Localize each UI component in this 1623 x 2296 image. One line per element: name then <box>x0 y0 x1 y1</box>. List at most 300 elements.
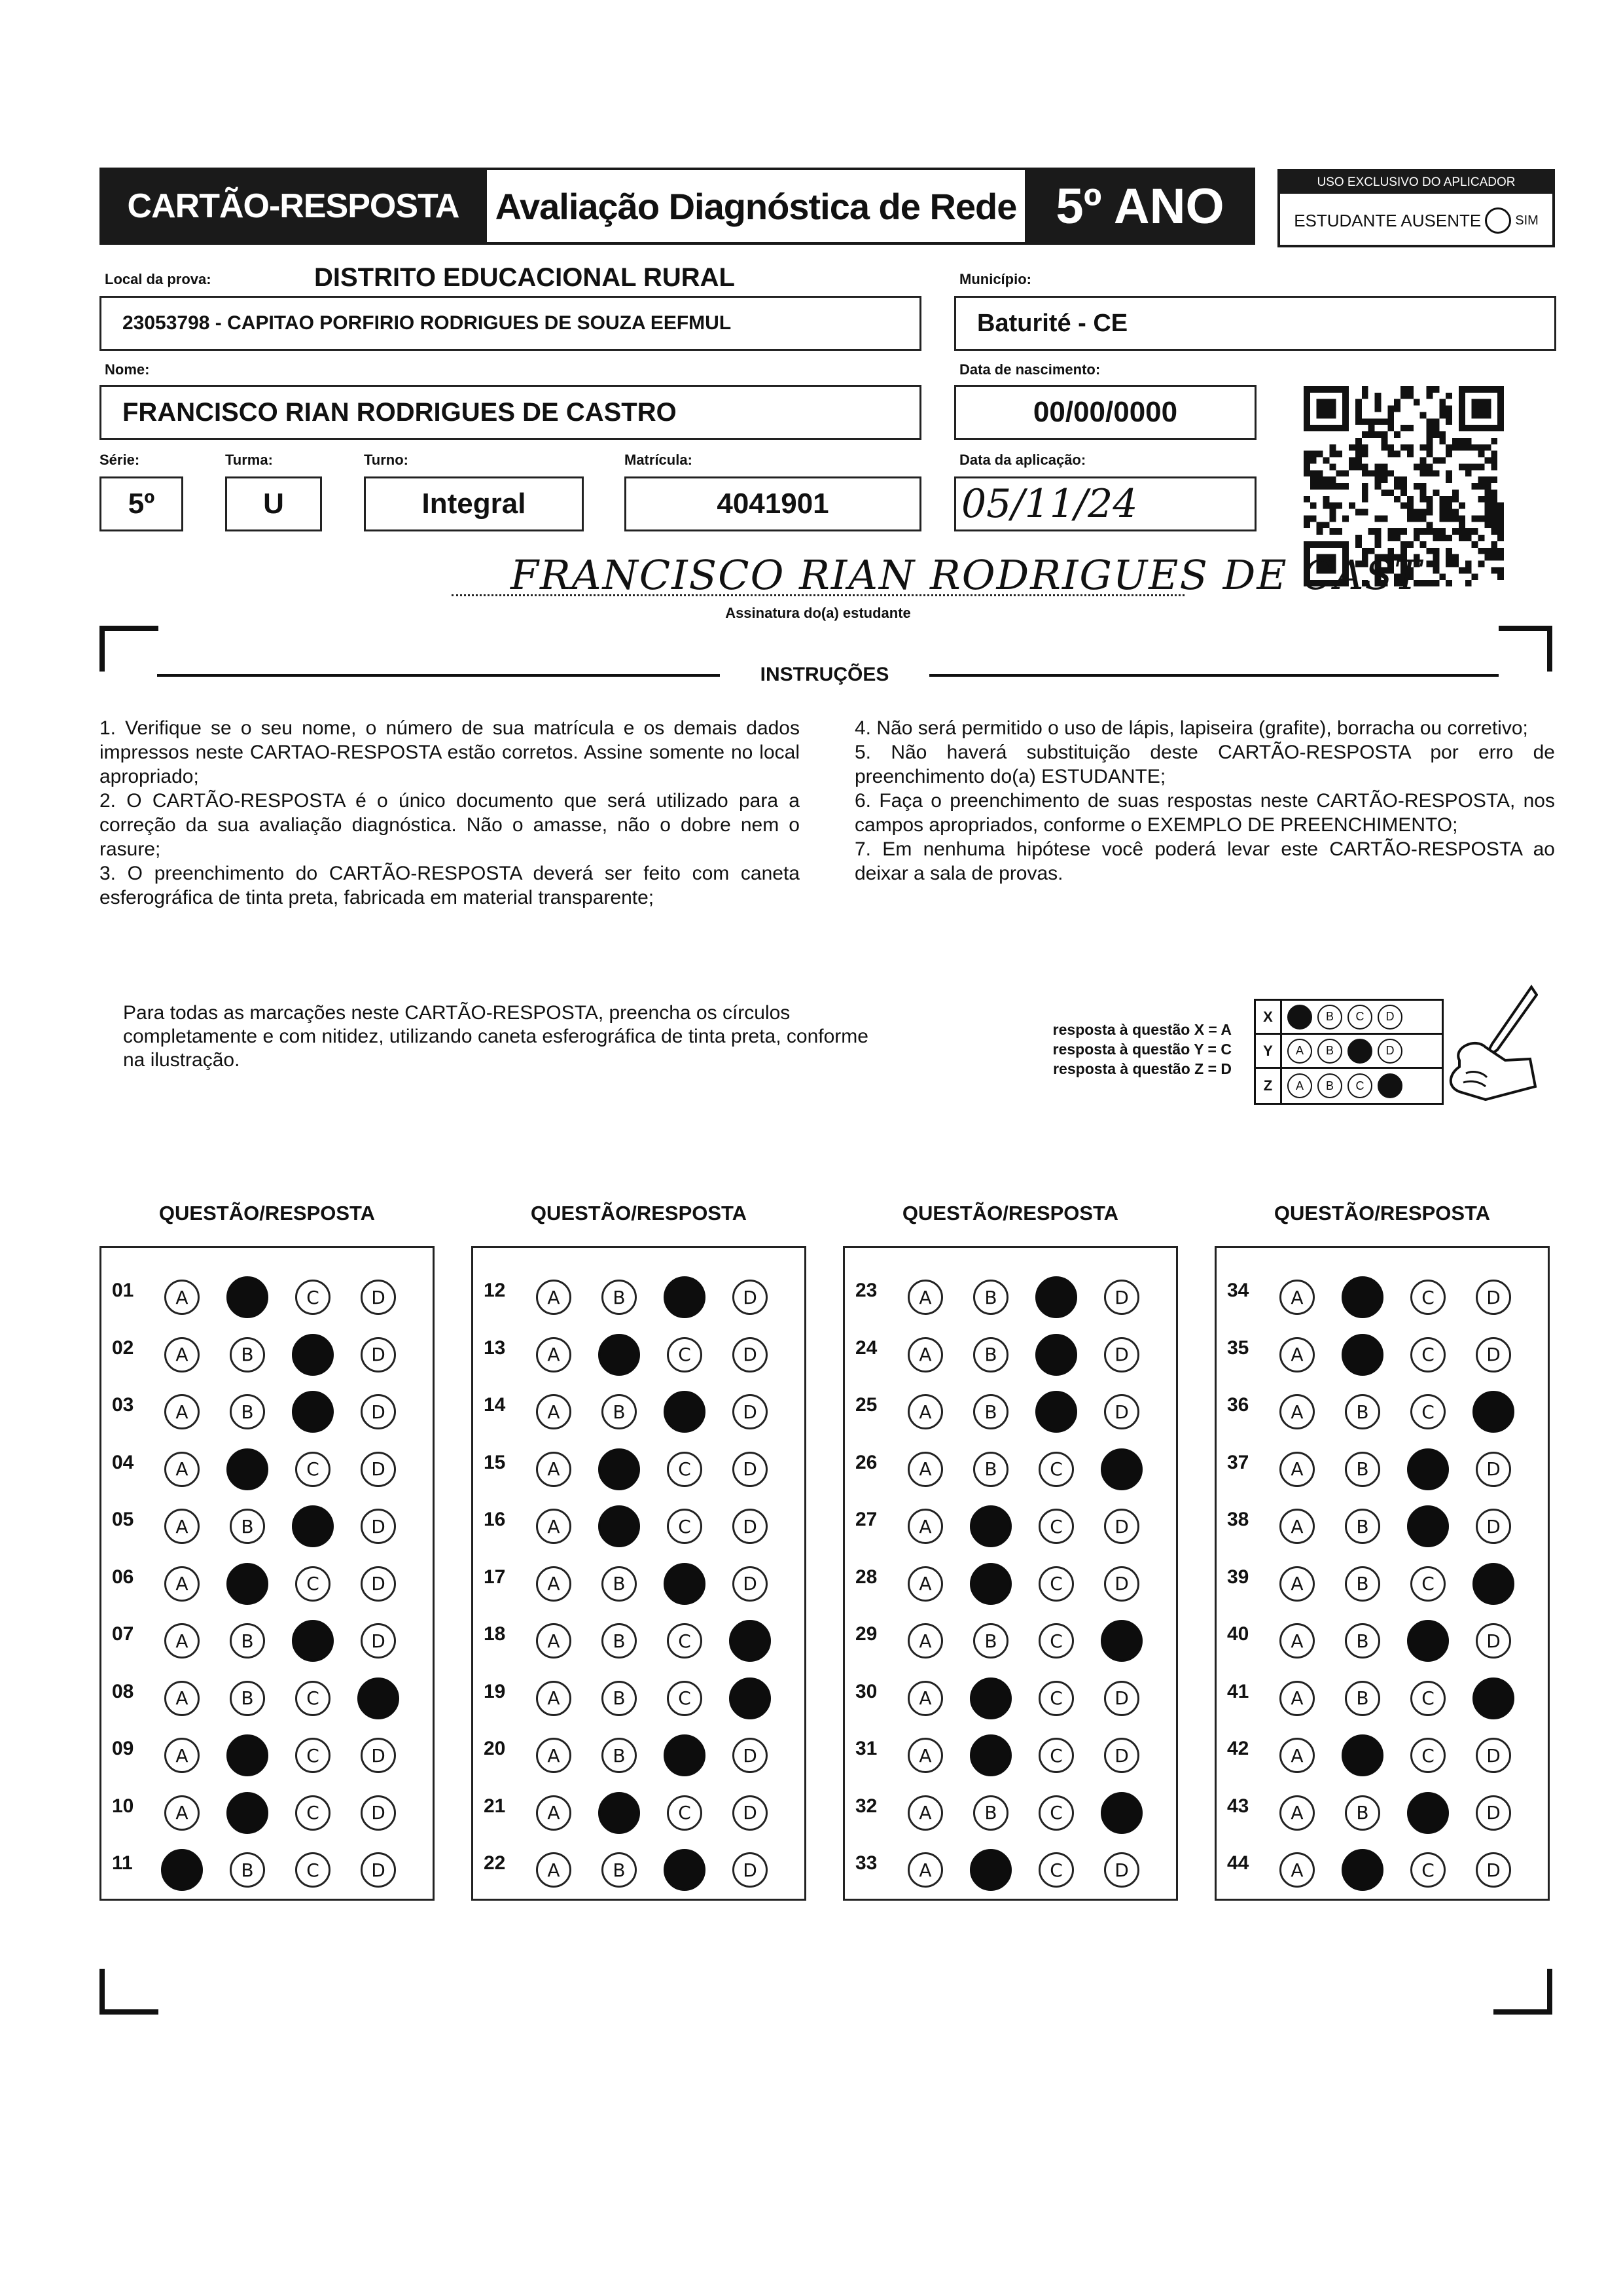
nome-field: FRANCISCO RIAN RODRIGUES DE CASTRO <box>99 385 921 440</box>
answer-bubble-c[interactable]: C <box>295 1852 330 1888</box>
answer-bubble-c[interactable]: C <box>667 1681 702 1716</box>
answer-row <box>473 1496 804 1548</box>
answer-bubble-d[interactable] <box>1101 1620 1143 1662</box>
answer-bubble-d[interactable]: D <box>1104 1337 1139 1372</box>
nome-label: Nome: <box>105 361 150 378</box>
question-number: 26 <box>855 1451 878 1473</box>
answer-row <box>101 1668 433 1720</box>
answer-row <box>101 1266 433 1319</box>
answer-bubble-c[interactable] <box>292 1505 334 1547</box>
answer-bubble-b[interactable]: B <box>973 1337 1008 1372</box>
answer-bubble-d[interactable]: D <box>1476 1280 1511 1315</box>
answer-row <box>1217 1324 1548 1376</box>
aplicacao-label: Data da aplicação: <box>959 452 1086 468</box>
question-number: 27 <box>855 1509 878 1530</box>
answer-bubble-b[interactable]: B <box>230 1681 265 1716</box>
answer-row <box>845 1553 1176 1605</box>
matricula-field: 4041901 <box>624 476 921 531</box>
answer-bubble-c[interactable] <box>664 1849 705 1891</box>
example-row-key: Y <box>1256 1035 1282 1067</box>
example-bubble: A <box>1287 1039 1312 1064</box>
serie-label: Série: <box>99 452 140 468</box>
answer-bubble-b[interactable]: B <box>973 1280 1008 1315</box>
answer-bubble-b[interactable] <box>226 1276 268 1318</box>
card-title: CARTÃO-RESPOSTA <box>99 168 487 245</box>
answer-bubble-a[interactable] <box>161 1849 203 1891</box>
answer-bubble-b[interactable]: B <box>1345 1795 1380 1831</box>
answer-bubble-a[interactable]: A <box>164 1738 200 1773</box>
answer-bubble-a[interactable]: A <box>1279 1509 1315 1544</box>
answer-bubble-d[interactable]: D <box>732 1566 768 1602</box>
answer-bubble-d[interactable]: D <box>361 1280 396 1315</box>
answer-bubble-b[interactable]: B <box>601 1566 637 1602</box>
question-number: 01 <box>112 1280 134 1301</box>
instruction-item: 7. Em nenhuma hipótese você poderá levar este CARTÃO-RESPOSTA ao deixar a sala de provas. <box>855 838 1555 884</box>
answer-bubble-b[interactable] <box>970 1563 1012 1605</box>
answer-bubble-c[interactable]: C <box>1039 1738 1074 1773</box>
answer-row <box>473 1610 804 1662</box>
question-number: 21 <box>484 1795 506 1817</box>
example-bubble <box>1287 1005 1312 1030</box>
answer-bubble-d[interactable]: D <box>732 1738 768 1773</box>
answer-bubble-b[interactable]: B <box>1345 1452 1380 1487</box>
question-number: 18 <box>484 1623 506 1645</box>
answer-row <box>1217 1725 1548 1777</box>
answer-row <box>473 1782 804 1835</box>
answer-bubble-c[interactable]: C <box>1039 1452 1074 1487</box>
answer-bubble-d[interactable]: D <box>732 1452 768 1487</box>
aplicador-header: USO EXCLUSIVO DO APLICADOR <box>1280 171 1552 194</box>
answer-bubble-d[interactable]: D <box>1476 1509 1511 1544</box>
answer-bubble-c[interactable]: C <box>1039 1509 1074 1544</box>
answer-row <box>845 1381 1176 1433</box>
answer-bubble-a[interactable]: A <box>908 1623 943 1659</box>
answer-bubble-a[interactable]: A <box>164 1452 200 1487</box>
answer-bubble-c[interactable]: C <box>1039 1681 1074 1716</box>
answer-bubble-d[interactable]: D <box>361 1509 396 1544</box>
answer-bubble-d[interactable]: D <box>1476 1795 1511 1831</box>
answer-row <box>101 1725 433 1777</box>
answer-bubble-c[interactable] <box>664 1391 705 1433</box>
answer-bubble-b[interactable] <box>970 1677 1012 1719</box>
answer-bubble-b[interactable]: B <box>230 1337 265 1372</box>
answer-bubble-a[interactable]: A <box>1279 1738 1315 1773</box>
answer-bubble-b[interactable] <box>598 1448 640 1490</box>
signature-label: Assinatura do(a) estudante <box>725 605 911 621</box>
answer-bubble-b[interactable]: B <box>973 1795 1008 1831</box>
answer-bubble-c[interactable]: C <box>1410 1337 1446 1372</box>
answer-bubble-a[interactable]: A <box>164 1337 200 1372</box>
answer-bubble-d[interactable] <box>729 1677 771 1719</box>
nascimento-field: 00/00/0000 <box>954 385 1257 440</box>
question-number: 19 <box>484 1680 506 1702</box>
answer-bubble-c[interactable]: C <box>1410 1681 1446 1716</box>
corner-mark <box>1499 626 1552 672</box>
answer-bubble-b[interactable] <box>226 1448 268 1490</box>
answer-bubble-d[interactable]: D <box>361 1623 396 1659</box>
answer-bubble-a[interactable]: A <box>908 1852 943 1888</box>
answer-bubble-a[interactable]: A <box>164 1280 200 1315</box>
answer-row <box>845 1439 1176 1491</box>
local-label: Local da prova: <box>105 271 211 287</box>
answer-bubble-d[interactable]: D <box>1476 1623 1511 1659</box>
answer-bubble-d[interactable]: D <box>1104 1852 1139 1888</box>
question-number: 41 <box>1227 1680 1249 1702</box>
answer-row <box>845 1725 1176 1777</box>
answer-bubble-c[interactable]: C <box>1410 1738 1446 1773</box>
answer-bubble-b[interactable]: B <box>1345 1394 1380 1429</box>
answer-column <box>1215 1246 1550 1901</box>
answer-bubble-a[interactable]: A <box>536 1280 571 1315</box>
answer-bubble-c[interactable] <box>1407 1620 1449 1662</box>
answer-column <box>471 1246 806 1901</box>
answer-row <box>1217 1496 1548 1548</box>
answer-bubble-d[interactable]: D <box>361 1795 396 1831</box>
example-bubble: B <box>1317 1073 1342 1098</box>
answer-row <box>1217 1553 1548 1605</box>
answer-bubble-b[interactable]: B <box>230 1852 265 1888</box>
answer-row <box>845 1610 1176 1662</box>
answer-bubble-c[interactable]: C <box>1039 1566 1074 1602</box>
answer-bubble-b[interactable] <box>970 1505 1012 1547</box>
answer-bubble-b[interactable]: B <box>230 1509 265 1544</box>
answer-bubble-a[interactable]: A <box>1279 1623 1315 1659</box>
answer-bubble-a[interactable]: A <box>1279 1394 1315 1429</box>
answer-bubble-a[interactable]: A <box>536 1623 571 1659</box>
answer-bubble-d[interactable]: D <box>1476 1738 1511 1773</box>
answer-bubble-b[interactable]: B <box>601 1852 637 1888</box>
answer-bubble-a[interactable]: A <box>164 1509 200 1544</box>
answer-bubble-d[interactable]: D <box>361 1394 396 1429</box>
legend-item: resposta à questão Y = C <box>1052 1041 1232 1058</box>
answer-column <box>843 1246 1178 1901</box>
answer-bubble-a[interactable]: A <box>908 1337 943 1372</box>
column-title: QUESTÃO/RESPOSTA <box>1274 1202 1491 1225</box>
answer-bubble-c[interactable] <box>292 1334 334 1376</box>
question-number: 43 <box>1227 1795 1249 1817</box>
answer-bubble-b[interactable]: B <box>1345 1509 1380 1544</box>
answer-bubble-b[interactable] <box>598 1334 640 1376</box>
answer-bubble-b[interactable] <box>1342 1734 1383 1776</box>
answer-bubble-d[interactable]: D <box>361 1738 396 1773</box>
answer-bubble-c[interactable] <box>664 1563 705 1605</box>
answer-bubble-b[interactable]: B <box>230 1394 265 1429</box>
answer-bubble-c[interactable]: C <box>1039 1795 1074 1831</box>
answer-bubble-c[interactable]: C <box>667 1795 702 1831</box>
pen-hand-icon <box>1414 982 1538 1113</box>
instruction-item: 6. Faça o preenchimento de suas respostas neste CARTÃO-RESPOSTA, nos campos apropriados, conforme o EXEMPLO DE PREENCHIMENTO; <box>855 790 1555 836</box>
answer-bubble-a[interactable]: A <box>164 1394 200 1429</box>
answer-bubble-a[interactable]: A <box>536 1394 571 1429</box>
instruction-item: 2. O CARTÃO-RESPOSTA é o único documento que será utilizado para a correção da sua avaliação diagnóstica. Não o amasse, não o dobre nem o rasure; <box>99 790 800 860</box>
local-value: DISTRITO EDUCACIONAL RURAL <box>314 263 735 292</box>
answer-row <box>845 1496 1176 1548</box>
answer-bubble-a[interactable]: A <box>164 1681 200 1716</box>
answer-bubble-b[interactable] <box>1342 1849 1383 1891</box>
answer-bubble-c[interactable]: C <box>1410 1852 1446 1888</box>
divider <box>929 674 1499 677</box>
question-number: 24 <box>855 1336 878 1359</box>
answer-bubble-c[interactable]: C <box>667 1452 702 1487</box>
example-bubble: D <box>1378 1039 1402 1064</box>
answer-bubble-b[interactable]: B <box>973 1452 1008 1487</box>
instruction-item: 5. Não haverá substituição deste CARTÃO-RESPOSTA por erro de preenchimento do(a) ESTUDANTE; <box>855 742 1555 787</box>
answer-bubble-b[interactable] <box>970 1849 1012 1891</box>
answer-bubble-d[interactable] <box>1101 1792 1143 1834</box>
example-row-key: X <box>1256 1001 1282 1033</box>
question-number: 13 <box>484 1336 506 1359</box>
answer-bubble-c[interactable] <box>664 1276 705 1318</box>
answer-bubble-a[interactable]: A <box>536 1795 571 1831</box>
nascimento-label: Data de nascimento: <box>959 361 1101 378</box>
question-number: 12 <box>484 1280 506 1301</box>
question-number: 06 <box>112 1566 134 1588</box>
answer-bubble-c[interactable]: C <box>295 1681 330 1716</box>
answer-bubble-a[interactable]: A <box>1279 1681 1315 1716</box>
answer-bubble-c[interactable] <box>1035 1276 1077 1318</box>
answer-bubble-d[interactable]: D <box>1104 1566 1139 1602</box>
corner-mark <box>99 626 158 672</box>
answer-row <box>845 1839 1176 1892</box>
ausente-bubble[interactable] <box>1485 207 1511 234</box>
answer-bubble-c[interactable]: C <box>667 1509 702 1544</box>
answer-bubble-d[interactable] <box>729 1620 771 1662</box>
answer-bubble-c[interactable]: C <box>667 1337 702 1372</box>
answer-bubble-d[interactable]: D <box>361 1852 396 1888</box>
answer-bubble-c[interactable]: C <box>1410 1394 1446 1429</box>
corner-mark <box>99 1969 158 2015</box>
answer-bubble-c[interactable] <box>1035 1391 1077 1433</box>
answer-bubble-a[interactable]: A <box>908 1566 943 1602</box>
answer-bubble-b[interactable] <box>970 1734 1012 1776</box>
answer-bubble-c[interactable] <box>1407 1505 1449 1547</box>
answer-bubble-b[interactable]: B <box>1345 1566 1380 1602</box>
answer-bubble-a[interactable]: A <box>536 1509 571 1544</box>
answer-bubble-c[interactable]: C <box>1410 1566 1446 1602</box>
answer-bubble-c[interactable]: C <box>295 1280 330 1315</box>
answer-row <box>845 1782 1176 1835</box>
answer-bubble-c[interactable]: C <box>295 1452 330 1487</box>
answer-row <box>101 1324 433 1376</box>
answer-bubble-d[interactable]: D <box>1104 1394 1139 1429</box>
answer-bubble-d[interactable]: D <box>1104 1738 1139 1773</box>
question-number: 28 <box>855 1566 878 1588</box>
answer-bubble-a[interactable]: A <box>164 1566 200 1602</box>
answer-bubble-b[interactable]: B <box>1345 1681 1380 1716</box>
answer-bubble-d[interactable] <box>357 1677 399 1719</box>
answer-row <box>101 1553 433 1605</box>
answer-bubble-d[interactable] <box>1101 1448 1143 1490</box>
answer-bubble-b[interactable] <box>226 1734 268 1776</box>
answer-row <box>1217 1839 1548 1892</box>
question-number: 14 <box>484 1394 506 1416</box>
answer-bubble-a[interactable]: A <box>908 1681 943 1716</box>
question-number: 39 <box>1227 1566 1249 1588</box>
answer-bubble-c[interactable] <box>1407 1448 1449 1490</box>
answer-bubble-d[interactable]: D <box>1476 1337 1511 1372</box>
question-number: 09 <box>112 1738 134 1759</box>
answer-bubble-a[interactable]: A <box>1279 1566 1315 1602</box>
answer-row <box>845 1668 1176 1720</box>
answer-bubble-a[interactable]: A <box>908 1280 943 1315</box>
question-number: 30 <box>855 1680 878 1702</box>
example-text: Para todas as marcações neste CARTÃO-RESPOSTA, preencha os círculos completamente e com nitidez, utilizando caneta esferográfica de tinta preta, conforme na ilustração. <box>123 1002 868 1071</box>
answer-bubble-a[interactable]: A <box>1279 1852 1315 1888</box>
answer-bubble-b[interactable] <box>598 1505 640 1547</box>
answer-bubble-b[interactable]: B <box>601 1394 637 1429</box>
example-bubble: A <box>1287 1073 1312 1098</box>
ausente-row <box>1280 194 1552 247</box>
answer-bubble-b[interactable]: B <box>601 1623 637 1659</box>
answer-bubble-c[interactable]: C <box>1039 1623 1074 1659</box>
answer-bubble-d[interactable] <box>1472 1677 1514 1719</box>
answer-bubble-b[interactable] <box>226 1563 268 1605</box>
question-number: 16 <box>484 1509 506 1530</box>
question-number: 07 <box>112 1623 134 1645</box>
answer-bubble-a[interactable]: A <box>536 1566 571 1602</box>
instructions-title: INSTRUÇÕES <box>760 664 889 685</box>
answer-row <box>473 1266 804 1319</box>
question-number: 31 <box>855 1738 878 1759</box>
student-signature: FRANCISCO RIAN RODRIGUES DE CAST <box>510 551 1423 599</box>
answer-bubble-b[interactable] <box>1342 1276 1383 1318</box>
turno-field: Integral <box>364 476 584 531</box>
answer-row <box>1217 1381 1548 1433</box>
answer-bubble-a[interactable]: A <box>536 1738 571 1773</box>
question-number: 36 <box>1227 1394 1249 1416</box>
answer-row <box>473 1324 804 1376</box>
answer-bubble-b[interactable]: B <box>601 1738 637 1773</box>
answer-bubble-a[interactable]: A <box>536 1852 571 1888</box>
question-number: 22 <box>484 1852 506 1874</box>
question-number: 10 <box>112 1795 134 1817</box>
answer-bubble-d[interactable]: D <box>732 1394 768 1429</box>
answer-bubble-d[interactable]: D <box>1476 1852 1511 1888</box>
answer-bubble-a[interactable]: A <box>536 1452 571 1487</box>
answer-row <box>1217 1668 1548 1720</box>
answer-bubble-d[interactable] <box>1472 1391 1514 1433</box>
turno-label: Turno: <box>364 452 409 468</box>
instruction-item: 4. Não será permitido o uso de lápis, lapiseira (grafite), borracha ou corretivo; <box>855 717 1528 739</box>
sim-label: SIM <box>1515 213 1539 228</box>
question-number: 37 <box>1227 1451 1249 1473</box>
instruction-item: 3. O preenchimento do CARTÃO-RESPOSTA deverá ser feito com caneta esferográfica de tinta preta, fabricada em material transparente; <box>99 863 800 908</box>
answer-bubble-a[interactable]: A <box>908 1452 943 1487</box>
answer-row <box>473 1725 804 1777</box>
question-number: 23 <box>855 1280 878 1301</box>
answer-row <box>1217 1439 1548 1491</box>
question-number: 35 <box>1227 1336 1249 1359</box>
answer-bubble-d[interactable]: D <box>361 1337 396 1372</box>
answer-bubble-d[interactable]: D <box>1104 1280 1139 1315</box>
answer-bubble-c[interactable] <box>292 1391 334 1433</box>
answer-bubble-a[interactable]: A <box>536 1681 571 1716</box>
question-number: 40 <box>1227 1623 1249 1645</box>
question-number: 38 <box>1227 1509 1249 1530</box>
answer-bubble-c[interactable]: C <box>667 1623 702 1659</box>
answer-bubble-d[interactable]: D <box>361 1452 396 1487</box>
example-bubble: D <box>1378 1005 1402 1030</box>
instruction-item: 1. Verifique se o seu nome, o número de sua matrícula e os demais dados impressos neste CARTAO-RESPOSTA estão corretos. Assine somente no local apropriado; <box>99 717 800 787</box>
example-bubble <box>1347 1039 1372 1064</box>
answer-bubble-c[interactable] <box>1035 1334 1077 1376</box>
answer-bubble-b[interactable] <box>1342 1334 1383 1376</box>
answer-bubble-a[interactable]: A <box>908 1394 943 1429</box>
answer-bubble-c[interactable]: C <box>295 1566 330 1602</box>
answer-bubble-a[interactable]: A <box>908 1509 943 1544</box>
answer-bubble-c[interactable] <box>1407 1792 1449 1834</box>
example-bubble <box>1378 1073 1402 1098</box>
answer-bubble-c[interactable]: C <box>1410 1280 1446 1315</box>
answer-bubble-d[interactable]: D <box>732 1280 768 1315</box>
answer-row <box>845 1266 1176 1319</box>
answer-bubble-c[interactable]: C <box>1039 1852 1074 1888</box>
answer-row <box>101 1496 433 1548</box>
answer-bubble-b[interactable]: B <box>601 1681 637 1716</box>
answer-bubble-d[interactable]: D <box>1104 1681 1139 1716</box>
answer-bubble-c[interactable] <box>664 1734 705 1776</box>
aplicacao-field: 05/11/24 <box>954 476 1257 531</box>
answer-bubble-a[interactable]: A <box>1279 1795 1315 1831</box>
question-number: 08 <box>112 1680 134 1702</box>
answer-bubble-c[interactable]: C <box>295 1795 330 1831</box>
question-number: 44 <box>1227 1852 1249 1874</box>
aplicador-box <box>1277 169 1555 247</box>
question-number: 03 <box>112 1394 134 1416</box>
answer-bubble-d[interactable]: D <box>1476 1452 1511 1487</box>
turma-label: Turma: <box>225 452 273 468</box>
question-number: 42 <box>1227 1738 1249 1759</box>
answer-bubble-b[interactable] <box>226 1792 268 1834</box>
answer-bubble-d[interactable] <box>1472 1563 1514 1605</box>
answer-bubble-b[interactable]: B <box>601 1280 637 1315</box>
answer-bubble-a[interactable]: A <box>1279 1452 1315 1487</box>
answer-bubble-a[interactable]: A <box>908 1795 943 1831</box>
answer-bubble-d[interactable]: D <box>361 1566 396 1602</box>
answer-bubble-b[interactable] <box>598 1792 640 1834</box>
question-number: 15 <box>484 1451 506 1473</box>
example-bubble: C <box>1347 1005 1372 1030</box>
answer-bubble-b[interactable]: B <box>230 1623 265 1659</box>
question-number: 05 <box>112 1509 134 1530</box>
answer-bubble-a[interactable]: A <box>1279 1337 1315 1372</box>
corner-mark <box>1493 1969 1552 2015</box>
question-number: 20 <box>484 1738 506 1759</box>
signature-line <box>452 594 1185 596</box>
answer-bubble-a[interactable]: A <box>1279 1280 1315 1315</box>
question-number: 04 <box>112 1451 134 1473</box>
answer-bubble-c[interactable]: C <box>295 1738 330 1773</box>
answer-bubble-d[interactable]: D <box>732 1795 768 1831</box>
answer-bubble-d[interactable]: D <box>732 1509 768 1544</box>
answer-bubble-a[interactable]: A <box>164 1623 200 1659</box>
instructions-right <box>855 716 1555 886</box>
answer-row <box>473 1839 804 1892</box>
legend-item: resposta à questão X = A <box>1052 1021 1232 1038</box>
answer-bubble-a[interactable]: A <box>908 1738 943 1773</box>
answer-bubble-c[interactable] <box>292 1620 334 1662</box>
answer-bubble-d[interactable]: D <box>1104 1509 1139 1544</box>
answer-bubble-b[interactable]: B <box>1345 1623 1380 1659</box>
answer-bubble-d[interactable]: D <box>732 1852 768 1888</box>
answer-bubble-b[interactable]: B <box>973 1394 1008 1429</box>
answer-bubble-d[interactable]: D <box>732 1337 768 1372</box>
answer-bubble-a[interactable]: A <box>164 1795 200 1831</box>
answer-row <box>101 1610 433 1662</box>
answer-row <box>101 1839 433 1892</box>
answer-bubble-b[interactable]: B <box>973 1623 1008 1659</box>
answer-bubble-a[interactable]: A <box>536 1337 571 1372</box>
